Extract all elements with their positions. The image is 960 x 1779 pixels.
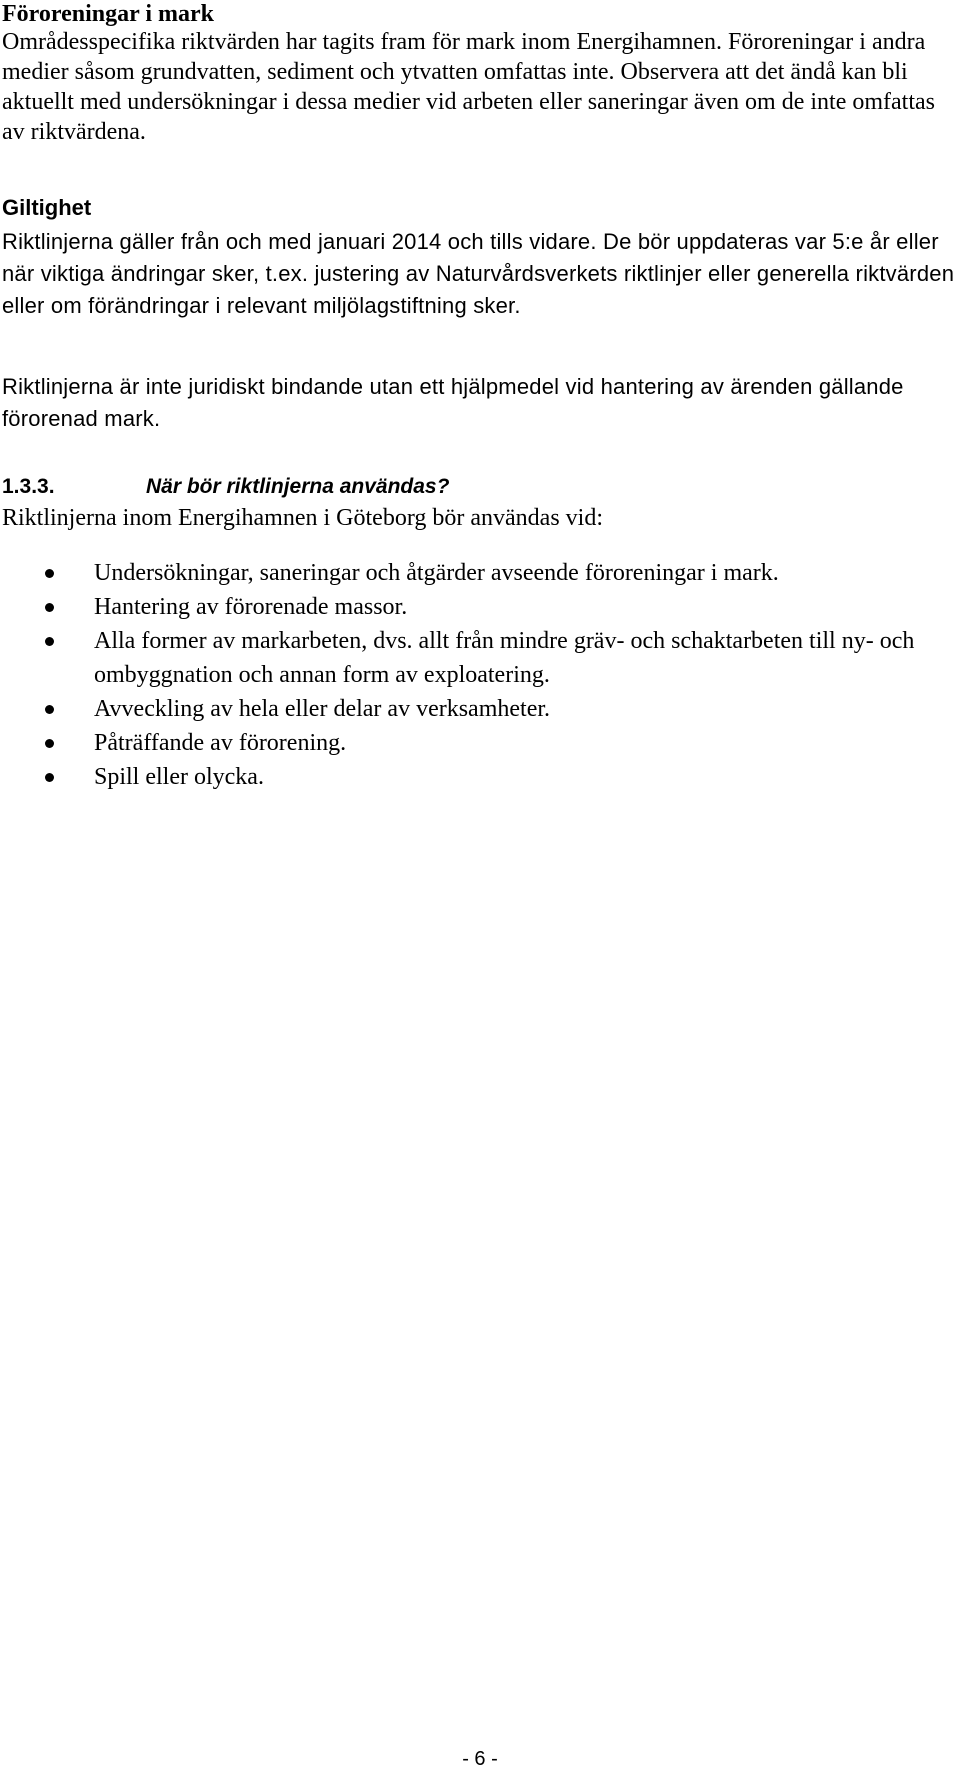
list-item-text: Spill eller olycka. — [94, 764, 264, 790]
list-item-text: Hantering av förorenade massor. — [94, 594, 408, 620]
heading-fororeningar-i-mark: Föroreningar i mark — [2, 1, 214, 27]
list-item — [2, 590, 957, 624]
section-number: 1.3.3. — [2, 475, 55, 498]
paragraph-juridiskt: Riktlinjerna är inte juridiskt bindande utan ett hjälpmedel vid hantering av ärenden gällande förorenad mark. — [2, 374, 904, 431]
list-item — [2, 760, 957, 794]
list-item-text: Avveckling av hela eller delar av verksamheter. — [94, 696, 551, 722]
bullet-icon — [45, 637, 54, 646]
paragraph-giltighet: Riktlinjerna gäller från och med januari 2014 och tills vidare. De bör uppdateras var 5:e år eller när viktiga ändringar sker, t.ex. justering av Naturvårdsverkets riktlinjer eller generella riktvärden eller om förändringar i relevant miljölagstiftning sker. — [2, 229, 955, 318]
section-title: När bör riktlinjerna användas? — [146, 475, 450, 498]
bullet-icon — [45, 603, 54, 612]
bullet-icon — [45, 705, 54, 714]
bullet-icon — [45, 773, 54, 782]
page-number: - 6 - — [462, 1748, 498, 1770]
bullet-icon — [45, 569, 54, 578]
bullet-icon — [45, 739, 54, 748]
list-item — [2, 556, 957, 590]
list-item-text: Alla former av markarbeten, dvs. allt från mindre gräv- och schaktarbeten till ny- och ombyggnation och annan form av exploatering. — [94, 628, 915, 688]
list-item-text: Undersökningar, saneringar och åtgärder avseende föroreningar i mark. — [94, 560, 779, 586]
list-item — [2, 692, 957, 726]
list-item — [2, 726, 957, 760]
bullet-list — [2, 556, 957, 794]
paragraph-intro: Riktlinjerna inom Energihamnen i Göteborg bör användas vid: — [2, 505, 603, 531]
section-heading-1-3-3 — [2, 472, 957, 502]
paragraph-omradesspecifika: Områdesspecifika riktvärden har tagits fram för mark inom Energihamnen. Föroreningar i andra medier såsom grundvatten, sediment och ytvatten omfattas inte. Observera att det ändå kan bli aktuellt med undersökningar i dessa medier vid arbeten eller saneringar även om de inte omfattas av riktvärdena. — [2, 29, 935, 145]
heading-giltighet: Giltighet — [2, 195, 92, 220]
list-item — [2, 624, 957, 692]
list-item-text: Påträffande av förorening. — [94, 730, 347, 756]
